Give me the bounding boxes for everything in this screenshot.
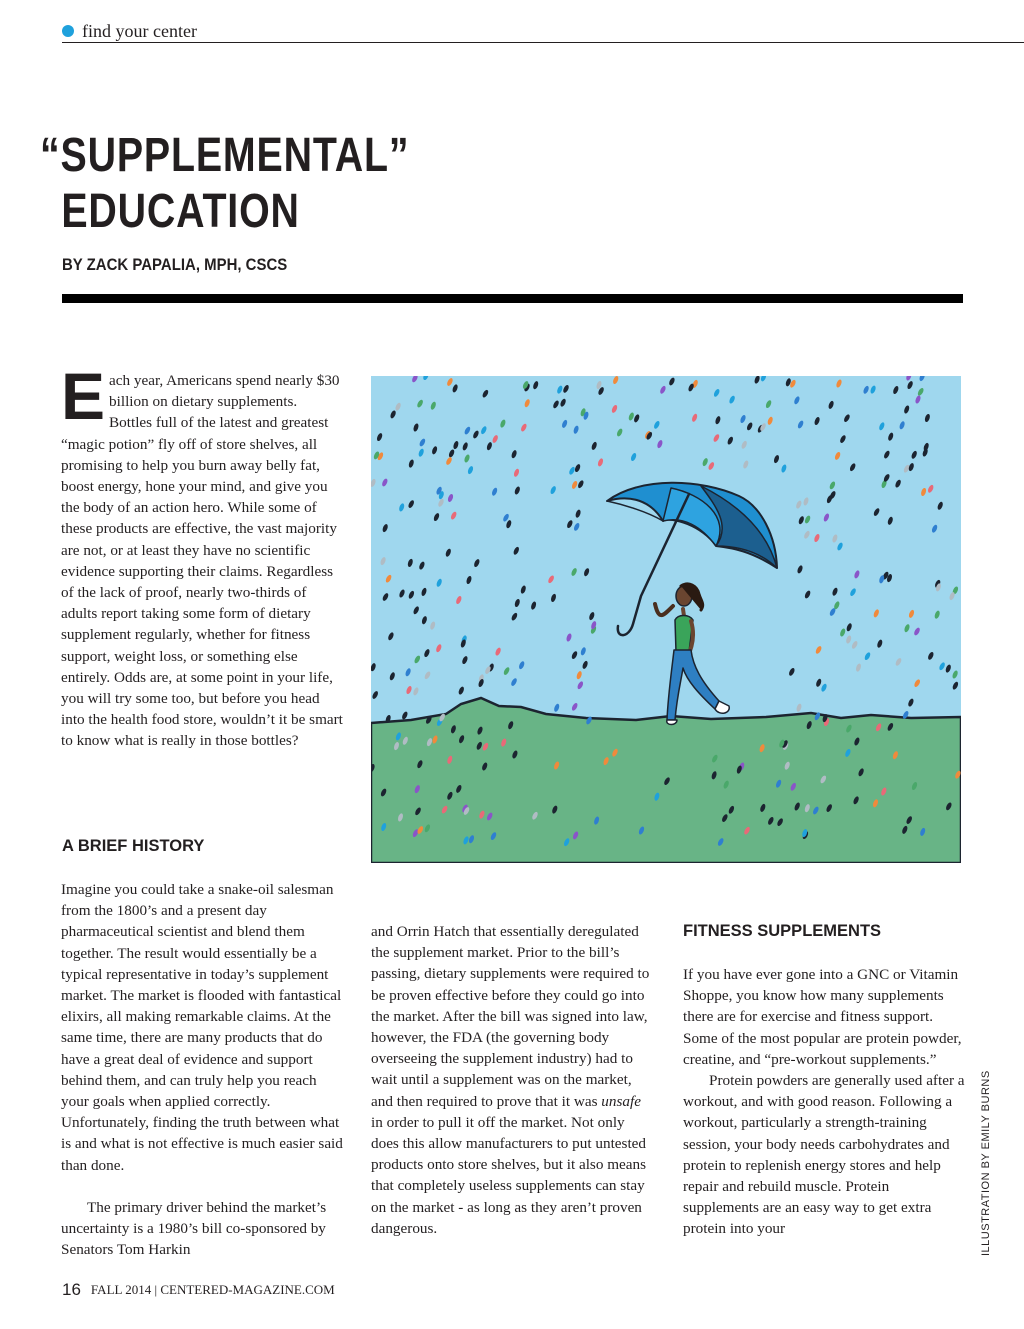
section-dot-icon [62, 25, 74, 37]
intro-text: ach year, Americans spend nearly $30 billion on dietary supplements. Bottles full of the latest and greatest “magic potion” fly off of store shelves, all promising to help you burn away belly fat, boost energy, hone your mind, and give you the body of an action hero. While some of these products are effective, the vast majority are not, or at least they have no scientific evidence supporting their claims. Regardless of the lack of proof, nearly two-thirds of adults report taking some form of dietary supplement regularly, whether for fitness support, weight loss, or something else entirely. Odds are, at some point in your life, you will try some too, but before you head into the health food store, wouldn’t it be smart to know what is really in those bottles? [61, 372, 343, 750]
fitness-paragraph-1: If you have ever gone into a GNC or Vitamin Shoppe, you know how many supplements there are for exercise and fitness support. Some of the most popular are protein powder, creatine, and “pre-workout supplements.” [683, 966, 962, 1068]
history-column-2 [371, 921, 655, 1239]
illustration [371, 376, 961, 863]
illustration-credit: ILLUSTRATION BY EMILY BURNS [980, 1070, 992, 1256]
intro-paragraph [61, 359, 343, 752]
history-paragraph-1: Imagine you could take a snake-oil salesman from the 1800’s and a present day pharmaceutical scientist and blend them together. The result would essentially be a typical representative in today’s supplement market. The market is flooded with fantastical elixirs, all making remarkable claims. At the same time, there are many products that do have a great deal of evidence and support behind them, and can truly help you reach your goals when applied correctly. Unfortunately, finding the truth between what is and what is not effective is much easier said than done. [61, 881, 343, 1174]
emphasis-unsafe: unsafe [601, 1092, 641, 1110]
drop-cap: E [61, 359, 106, 433]
history-continued-paragraph [371, 921, 655, 1239]
history-column-1 [61, 879, 343, 1260]
heading-brief-history: A BRIEF HISTORY [62, 837, 205, 855]
history-continued-text-b: in order to pull it off the market. Not only does this allow manufacturers to put untested products onto store shelves, but it also means that completely useless supplements can stay on the market - as long as they aren’t proven dangerous. [371, 1113, 647, 1237]
byline: BY ZACK PAPALIA, MPH, CSCS [62, 255, 288, 274]
article-title-line2: EDUCATION [61, 185, 300, 238]
fitness-paragraph-2: Protein powders are generally used after a workout, and with good reason. Following a workout, particularly a strength-training session, your body needs carbohydrates and protein to replenish energy stores and help repair and rebuild muscle. Protein supplements are an easy way to get extra protein into your [683, 1072, 965, 1238]
title-rule [62, 294, 963, 303]
section-label: find your center [82, 21, 197, 41]
issue-label: FALL 2014 [90, 1282, 152, 1297]
heading-fitness-supplements: FITNESS SUPPLEMENTS [683, 922, 882, 940]
footer-separator: | [154, 1282, 158, 1297]
page-footer [62, 1280, 335, 1300]
article-title-line1: “SUPPLEMENTAL” [40, 129, 410, 182]
fitness-column [683, 964, 965, 1240]
article-title [40, 128, 409, 240]
footer-site: CENTERED-MAGAZINE.COM [160, 1282, 335, 1297]
history-paragraph-2: The primary driver behind the market’s uncertainty is a 1980’s bill co-sponsored by Senators Tom Harkin [61, 1198, 327, 1259]
section-header [62, 20, 1024, 43]
page-number: 16 [62, 1280, 81, 1299]
illustration-svg [371, 376, 961, 863]
history-continued-text-a: and Orrin Hatch that essentially deregulated the supplement market. Prior to the bill’s passing, dietary supplements were required to be proven effective before they could go into the market. After the bill was signed into law, however, the FDA (the governing body overseeing the supplement industry) had to wait until a supplement was on the market, and then required to prove that it was [371, 923, 650, 1110]
intro-column [61, 359, 343, 752]
